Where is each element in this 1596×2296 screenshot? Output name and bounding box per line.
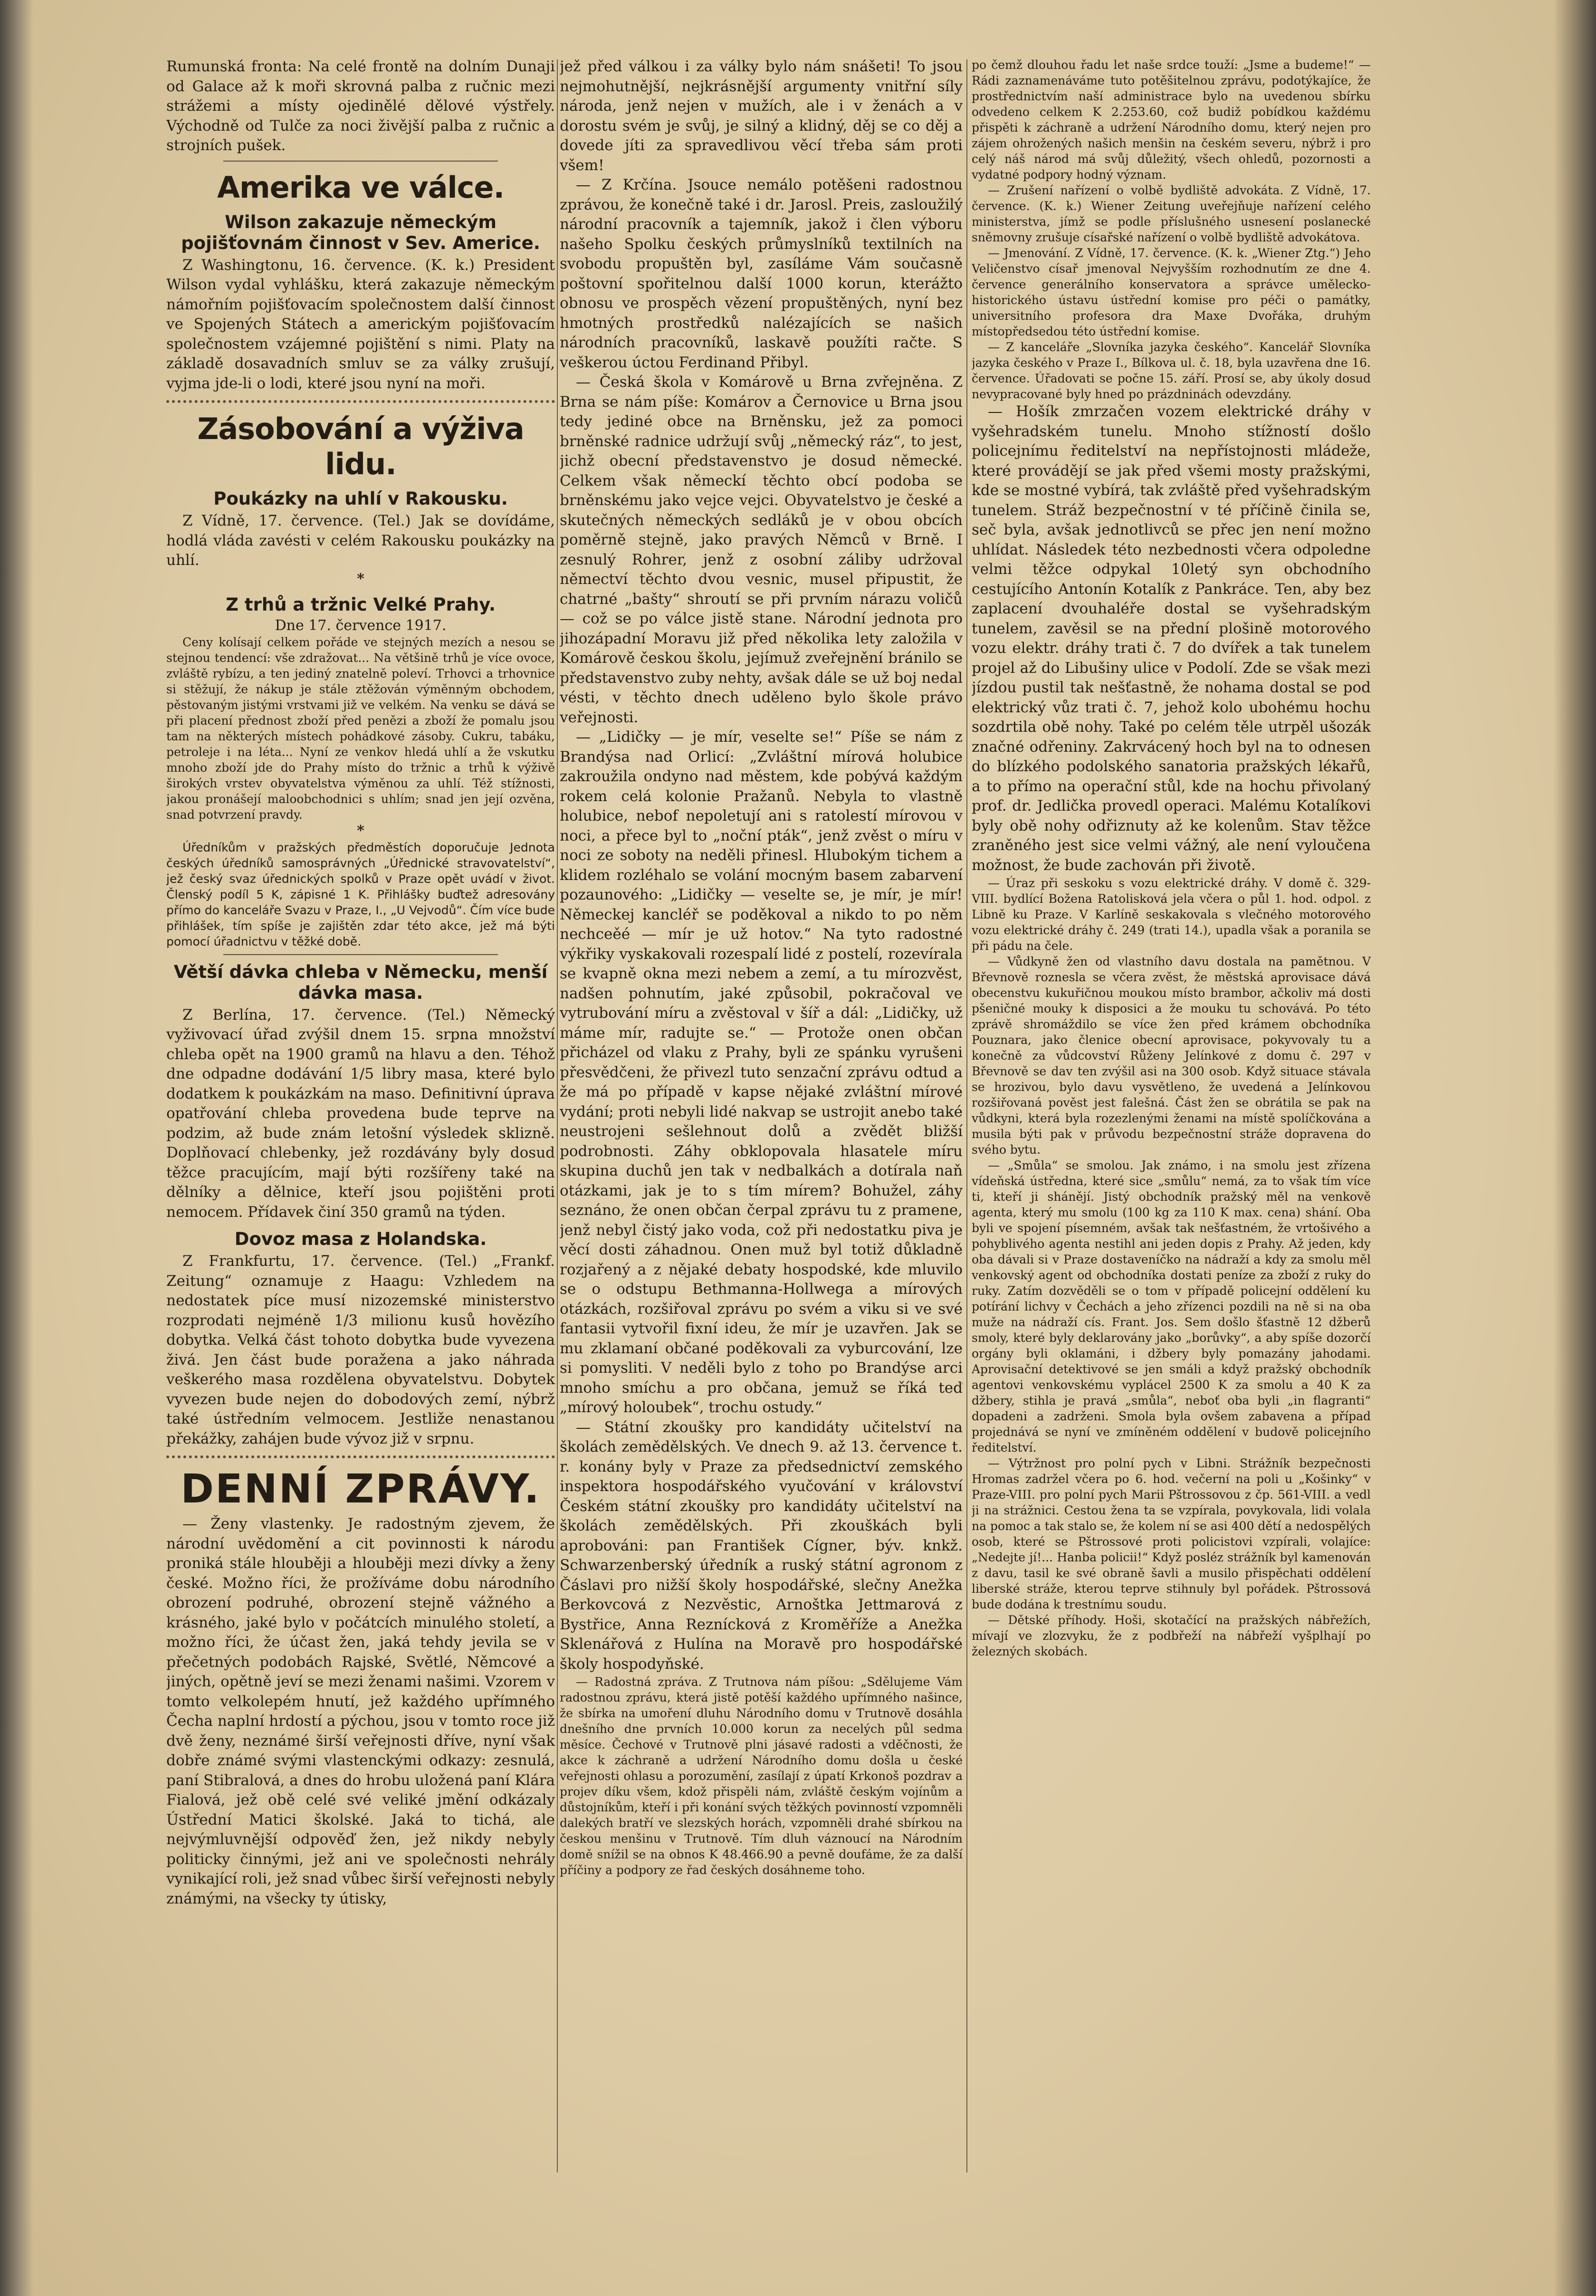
column-middle xyxy=(560,57,963,2182)
vytrznost-article: — Výtržnost pro polní pych v Libni. Strážník bezpečnosti Hromas zadržel včera po 6. hod. večerní na poli u „Košinky“ v Praze-VIII. pro polní pych Marii Pštrossovou z čp. 561-VIII. a vedl ji na strážnici. Cestou žena ta se vzpírala, povykovala, lidi volala na pomoc a tak stalo se, že kolem ní se asi 400 dětí a nedospělých osob, které se Pštrossové proti policistovi vzpírali, volajíce: „Nedejte jí!... Hanba policii!“ Když posléz strážník byl kamenován z davu, tasil ke své obraně šavli a musilo přispěchati oddělení liberské stráže, kterou teprve stihnuly byl pořádek. Pštrossová bude dodána k trestnímu soudu. xyxy=(972,1456,1371,1611)
scan-edge-right xyxy=(1553,0,1596,2296)
zeny-vlastenky-article: — Ženy vlastenky. Je radostným zjevem, že národní uvědomění a cit povinnosti k národu proniká stále hlouběji a hlouběji mezi dívky a ženy české. Možno říci, že prožíváme dobu národního obrození podruhé, obrození stejně vážného a krásného, jaké bylo v počátcích minulého století, a možno říci, že účast žen, jaká tehdy jevila se v přečetných podobách Rajské, Světlé, Němcové a jiných, opětně jeví se mezi ženami našimi. Vzorem v tomto velkolepém hnutí, jež každého upřímného Čecha naplní hrdostí a pýchou, jsou v tomto roce již dvě ženy, neznámé širší veřejnosti dříve, nyní však dobře známé svými vlastenckými odkazy: zesnulá, paní Stibralová, a dnes do hrobu uložená paní Klára Fialová, jež obě celé své veliké jmění odkázaly Ústřední Matici školské. Jaká to tichá, ale nejvýmluvnější odpověď žen, jež nikdy nebyly politicky činnými, jež ani ve společnosti nehrály vynikající roli, jež snad vůbec širší veřejnosti nebyly známými, na všecky ty útisky, xyxy=(166,1515,555,1907)
detske-prihody-article: — Dětské příhody. Hoši, skotačící na pražských nábřežích, mívají ve zlozvyku, že z podbřeží na nábřeží vyšplhají po železných skobách. xyxy=(972,1613,1371,1658)
jmenovani-article: — Jmenování. Z Vídně, 17. července. (K. k. „Wiener Ztg.“) Jeho Veličenstvo císař jmenoval Nejvyšším rozhodnutím ze dne 4. července generálního konservatora a správce umělecko-historického ústavu ústřední komise pro péči o památky, universitního profesora dra Maxe Dvořáka, druhým místopředsedou této ústřední komise. xyxy=(972,246,1371,338)
krcin-article: — Z Krčína. Jsouce nemálo potěšeni radostnou zprávou, že konečně také i dr. Jarosl. Preis, zasloužilý národní pracovník a tajemník, jakož i člen výboru našeho Spolku českých průmyslníků textilních na svobodu propuštěn byl, zasíláme Vám současně poštovní spořitelnou další 1000 korun, kterážto obnosu ve prospěch vězení propuštěných, nyní bez hmotných prostředků nalézajících se našich národních pracovníků, laskavě použíti račte. S veškerou úctou Ferdinand Přibyl. xyxy=(560,176,963,371)
asterisk-separator: * xyxy=(357,570,364,587)
divider xyxy=(166,400,555,403)
rumunska-fronta-paragraph: Rumunská fronta: Na celé frontě na dolním Dunaji od Galace až k moři skrovná palba z ručnic mezi strážemi a místy ojedinělé dělové výstřely. Východně od Tulče za noci živější palba z ručnic a strojních pušek. xyxy=(166,58,555,154)
trhu-dateline: Dne 17. července 1917. xyxy=(275,617,447,634)
uraz-article: — Úraz při seskoku s vozu elektrické dráhy. V domě č. 329-VIII. bydlící Božena Ratolisková jela včera o půl 1. hod. odpol. z Libně ku Praze. V Karlíně seskakovala s vlečného motorového vozu elektrické dráhy č. 249 (trati 14.), upadla však a poranila se při pádu na čele. xyxy=(972,876,1371,953)
slovnik-article: — Z kanceláře „Slovníka jazyka českého“. Kancelář Slovníka jazyka českého v Praze I., Bílkova ul. č. 18, byla uzavřena dne 16. července. Úřadovati se počne 15. září. Prosí se, aby úkoly dosud nevypracované byly hned po prázdninách odevzdány. xyxy=(972,340,1371,401)
smula-article: — „Smůla“ se smolou. Jak známo, i na smolu jest zřízena vídeňská ústředna, které sice „smůlu“ nemá, za to však tím více ti, kteří ji shánějí. Jistý obchodník pražský měl na venkově agenta, který mu smolu (100 kg za 110 K max. cena) shání. Oba byli ve spojení písemném, avšak tak nešťastném, že vrtošivého a pohyblivého agenta nestihl ani jeden dopis z Prahy. Až jeden, kdy oba dávali si v Praze dostaveníčko na nádraží a kdy za smolu měl venkovský agent od obchodníka dostati peníze za zboží z ruky do ruky. Zatím dozvěděli se o tom v případě policejní oddělení ku potírání lichvy v Čechách a jeho zřízenci pozdili na ně si na oba muže na nádraží cís. Frant. Jos. Sem došlo šťastně 12 džberů smoly, které byly deklarovány jako „borůvky“, a aby spíše dozorčí orgány byli oklamáni, i džbery byly pomazány jahodami. Aprovisační detektivové se jen smáli a když pražský obchodník agentovi venkovskému vyplácel 2500 K za smolu a 40 K za džbery, stihla je pravá „smůla“, neboť oba byli „in flagranti“ dopadeni a zadrženi. Smola byla ovšem zabavena a případ projednává se nyní ve zmíněném oddělení v budově policejního ředitelství. xyxy=(972,1158,1371,1454)
zeny-continuation: jež před válkou i za války bylo nám snášeti! To jsou nejmohutnější, nejkrásnější argumenty vnitřní síly národa, jenž nejen v mužích, ale i v ženách a v dorostu svém je svůj, je silný a klidný, děj se co děj a dovede jíti za spravedlivou věcí třeba sám proti všem! xyxy=(560,58,963,174)
column-rule xyxy=(557,59,558,2172)
zasobovani-headline: Zásobování a výživa lidu. xyxy=(197,411,524,481)
trutnov-continuation: po čemž dlouhou řadu let naše srdce touží: „Jsme a budeme!“ — Rádi zaznamenáváme tuto potěšitelnou zprávu, podotýkajíce, že prostřednictvím naší administrace bylo na uvedenou sbírku odvedeno celkem K 2.253.60, což budiž pobídkou každému přispěti k záchraně a udržení Národního domu, který nejen pro zájem ohrožených našich menšin na českém severu, nýbrž i pro celý náš národ má svůj důležitý, všech ohledů, pozornosti a vydatné podpory hodný význam. xyxy=(972,58,1371,182)
denni-zpravy-headline: DENNÍ ZPRÁVY. xyxy=(181,1465,541,1512)
chleb-article: Z Berlína, 17. července. (Tel.) Německý vyživovací úřad zvýšil dnem 15. srpna množství chleba opět na 1900 gramů na hlavu a den. Téhož dne odpadne dodávání 1/5 libry masa, které bylo dodatkem k poukázkám na maso. Definitivní úprava opatřování chleba provedena bude teprve na podzim, až bude znám letošní výsledek sklizně. Doplňovací chlebenky, jež rozdávány byly dosud těžce pracujícím, mají býti rozšířeny také na dělníky a dělnice, kteří jsou pojištěni proti nemocem. Přídavek činí 350 gramů na týden. xyxy=(166,1006,555,1221)
amerika-headline: Amerika ve válce. xyxy=(217,170,505,205)
divider xyxy=(166,1455,555,1458)
column-rule xyxy=(966,59,967,2172)
trhu-headline: Z trhů a tržnic Velké Prahy. xyxy=(226,594,496,615)
lidicky-article: — „Lidičky — je mír, veselte se!“ Píše se nám z Brandýsa nad Orlicí: „Zvláštní mírová holubice zakroužila ondyno nad městem, kde pobývá každým rokem celá kolonie Pražanů. Nebyla to vlastně holubice, nebof nepoletují ani s ratolestí mírovou v noci, a přece byl to „noční pták“, jenž zvěst o míru v noci ze soboty na neděli přinesl. Hlubokým tichem a klidem rozléhalo se volání mocným basem zabarvení pozaunového: „Lidičky — veselte se, je mír, je mír! Německej kancléř se poděkoval a nikdo to po něm nechceěé — mír je už hotov.“ Na tyto radostné výkřiky vyskakovali rozespalí lidé z postelí, rozevírala se kvapně okna mezi nebem a zemí, a tu mírozvěst, nadšen pohnutím, jaké způsobil, pokračoval ve vytrubování míru a zvěstoval v šíř a dál: „Lidičky, už máme mír, radujte se.“ — Protože onen občan přicházel od vlaku z Prahy, byli ze spánku vyrušeni přesvědčeni, že přivezl tuto senzační zprávu odtud a že má po případě v kapse nějaké zvláštní mírové vydání; proti nebyli lidé nakvap se ustrojit anebo také neustrojeni sešlehnout dolů a zvědět bližší podrobnosti. Záhy obklopovala hlasatele míru skupina duchů jen tak v nedbalkách a dotírala naň otázkami, jak je to s tím mírem? Bohužel, záhy seznáno, že onen občan čerpal zprávu tu z pramene, jenž nebyl čistý jako voda, což při nedostatku piva je věcí dosti záhadnou. Onen muž byl totiž důkladně rozjařený a z nějaké debaty hospodské, kde mluvilo se o odstupu Bethmanna-Hollwega a mírových otázkách, rozšiřoval zprávu po svém a viku si ve své fantasii vytvořil fixní ideu, že mír je uzavřen. Jak se mu zklamaní občané poděkovali za vyburcování, lze si pomysliti. V neděli bylo z toho po Brandýse arci mnoho smíchu a pro občana, jemuž se říká teď „mírový holoubek“, trochu ostudy.“ xyxy=(560,728,963,1416)
zruseni-article: — Zrušení nařízení o volbě bydliště advokáta. Z Vídně, 17. července. (K. k.) Wiener Zeitung uveřejňuje nařízení celého ministerstva, jímž se podle příslušného usnesení poslanecké sněmovny zrušuje císařské nařízení o volbě bydliště advokátova. xyxy=(972,183,1371,244)
amerika-subheadline: Wilson zakazuje německým pojišťovnám činnost v Sev. Americe. xyxy=(181,211,540,253)
chleb-headline: Větší dávka chleba v Německu, menší dávka masa. xyxy=(173,961,548,1003)
poukazky-article: Z Vídně, 17. července. (Tel.) Jak se dovídáme, hodlá vláda zavésti v celém Rakousku poukázky na uhlí. xyxy=(166,512,555,569)
column-right xyxy=(972,57,1371,2182)
vudkyne-article: — Vůdkyně žen od vlastního davu dostala na pamětnou. V Břevnově roznesla se včera zvěst, že městská aprovisace dává obecenstvu kukuřičnou moukou místo brambor, ačkoliv má dosti pšeničné mouky k disposici a že mouku tu schovává. Po této zprávě shromáždilo se více žen před krámem obchodníka Pouznara, jako členice obecní aprovisace, pokyvovaly tu a konečně za vůdcovství Růženy Jelínkové z domu č. 297 v Břevnově se dav ten zvýšil asi na 300 osob. Když situace stávala se hrozivou, bylo davu vysvětleno, že uvedená a Jelínkovou rozšiřovaná pověst jest falešná. Část žen se obrátila se pak na vůdkyni, která byla rozezlenými ženami na místě spolíčkována a musila býti pak v průvodu bezpečnostní stráže dopravena do svého bytu. xyxy=(972,955,1371,1157)
hosik-article: — Hošík zmrzačen vozem elektrické dráhy v vyšehradském tunelu. Mnoho stížností došlo policejnímu ředitelství na nepřístojnosti mládeže, které provádějí se jak před všemi mosty pražskými, kde se mostné vybírá, tak zvláště před vyšehradským tunelem. Stráž bezpečnostní v té příčině činila se, seč byla, avšak jednotlivců se přec jen není možno uhlídat. Následek této nezbednosti včera odpoledne velmi těžce odpykal 10letý syn obchodního cestujícího Antonín Kotalík z Pankráce. Ten, aby bez zaplacení dvouhaléře dostal se vyšehradským tunelem, zavěsil se na přední plošině motorového vozu elektr. dráhy trati č. 7 do dvířek a tak tunelem projel až do Libušiny ulice v Podolí. Zde se však mezi jízdou pustil tak nešťastně, že nohama dostal se pod elektrický vůz trati č. 7, jehož kolo ubohému hochu sozdrtila obě nohy. Také po celém těle utrpěl ušozák značné odřeniny. Zakrvácený hoch byl na to odnesen do blízkého podolského sanatoria pražských lékařů, a to přímo na operační stůl, kde na hochu přivolaný prof. dr. Jedlička provedl operaci. Malému Kotalíkovi byly obě nohy odřiznuty až ke kolenům. Stav těžce zraněného jest sice velmi vážný, ale není vyloučena možnost, že bude zachován při životě. xyxy=(972,403,1371,874)
scan-edge-left xyxy=(0,0,33,2296)
amerika-article: Z Washingtonu, 16. července. (K. k.) President Wilson vydal vyhlášku, která zakazuje německým námořním pojišťovacím společnostem další činnost ve Spojených Státech a americkým pojišťovacím společnostem vzájemné pojištění s nimi. Platy na základě dosavadních smluv se za války zrušují, vyjma jde-li o lodi, které jsou nyní na moři. xyxy=(166,256,555,392)
komarov-article: — Česká škola v Komárově u Brna zvřejněna. Z Brna se nám píše: Komárov a Černovice u Brna jsou tedy jediné obce na Brněnsku, jež za pomoci brněnské radnice udržují svůj „německý ráz“, to jest, jichž obecní představenstvo je dosud německé. Celkem však německí těchto obcí podoba se brněnskému jako vejce vejci. Obyvatelstvo je české a skutečných německých sedláků je v obou obcích poměrně stejně, jako pravých Němců v Brně. I zesnulý Rohrer, jenž z osobní záliby udržoval němectví těchto dvou vesnic, musel připustit, že chatrné „bašty“ shroutí se při prvním nárazu voličů — což se po válce jistě stane. Národní jednota pro jihozápadní Moravu již před několika lety založila v Komárově českou školu, jejímuž zveřejnění bránilo se představenstvo zuby nehty, avšak dále se už boj nedal vésti, v těchto dnech uděleno bylo škole právo veřejnosti. xyxy=(560,373,963,726)
dovoz-headline: Dovoz masa z Holandska. xyxy=(234,1229,487,1249)
divider xyxy=(223,161,498,162)
trutnov-article: — Radostná zpráva. Z Trutnova nám píšou: „Sdělujeme Vám radostnou zprávu, která jistě potěší každého upřímného našince, že sbírka na umoření dluhu Národního domu v Trutnově dosáhla dnešního dne prvních 10.000 korun za necelých půl sedma měsíce. Čechové v Trutnově plni jásavé radosti a vděčnosti, že akce k záchraně a udržení Národního domu došla u české veřejnosti ohlasu a porozumění, zasílají z úpatí Krkonoš pozdrav a projev díku všem, kdož přispěli nám, zvláště českým vojínům a důstojníkům, kteří i při konání svých těžkých povinností vzpomněli dalekých bratří ve slezských horách, vzpomněli drahé sbírkou na českou menšinu v Trutnově. Tím dluh váznoucí na Národním domě snížil se na obnos K 48.466.90 a pevně doufáme, že za další příčiny a podpory ze řad českých dosáhneme toho. xyxy=(560,1675,963,1877)
statni-zkousky-article: — Státní zkoušky pro kandidáty učitelství na školách zemědělských. Ve dnech 9. až 13. července t. r. konány byly v Praze za předsednictví zemského inspektora hospodářského vyučování v království Českém státní zkoušky pro kandidáty učitelství na školách zemědělských. Při zkouškách byli aprobováni: pan František Cígner, býv. knkž. Schwarzenberský úředník a ruský státní agronom z Čáslavi pro nižší školy hospodářské, slečny Anežka Berkovcová z Nezvěstic, Arnoštka Jettmarová z Bystřice, Anna Reznícková z Kroměříže a Anežka Sklenářová z Hulína na Moravě pro hospodářské školy hospodyňské. xyxy=(560,1418,963,1673)
uradnikum-article: Úředníkům v pražských předměstích doporučuje Jednota českých úředníků samosprávných „Úřednické stravovatelství“, jež český svaz úřednických spolků v Praze opět uvádí v život. Členský podíl 5 K, zápisné 1 K. Přihlášky buďtež adresovány přímo do kanceláře Svazu v Praze, I., „U Vejvodů“. Čím více bude přihlášek, tím spíše je zajištěn zdar této akce, jež má býti pomocí úřadnictvu v těžké době. xyxy=(166,840,555,948)
column-left xyxy=(166,57,555,2182)
dovoz-article: Z Frankfurtu, 17. července. (Tel.) „Frankf. Zeitung“ oznamuje z Haagu: Vzhledem na nedostatek píce musí nizozemské ministerstvo rozprodati nejméně 1/3 milionu kusů hovězího dobytka. Velká část tohoto dobytka bude vyvezena živá. Jen část bude poražena a jako náhrada veškerého masa rozdělena obyvatelstvu. Dobytek vyvezen bude nejen do dobodových zemí, nýbrž také ústředním velmocem. Jestliže nenastanou překážky, zahájen bude vývoz již v srpnu. xyxy=(166,1253,555,1447)
divider xyxy=(223,954,498,955)
trhu-article: Ceny kolísají celkem pořáde ve stejných mezích a nesou se stejnou tendencí: vše zdražovat... Na většině trhů je více ovoce, zvláště rybízu, a ten jediný znatelně poleví. Trhovci a trhovnice si stěžují, že nákup je stále ztěžován výměnným obchodem, pěstovaným jistými vrstvami již ve velkém. Na venku se dává se při placení přednost zboží před penězi a zboží že pomalu jsou tam na některých místech pohádkové zásoby. Cukru, tabáku, petroleje i na léta... Nyní ze venkov hledá uhlí a že vskutku mnoho zboží jde do Prahy místo do tržnic a trhů k výživě širokých vrstev obyvatelstva výměnou za uhlí. Též stížnosti, jakou pronášejí maloobchodnici s uhlím; snad jen její ozvěna, snad potvrzení pravdy. xyxy=(166,635,555,822)
poukazky-headline: Poukázky na uhlí v Rakousku. xyxy=(213,488,508,509)
asterisk-separator: * xyxy=(357,822,364,839)
